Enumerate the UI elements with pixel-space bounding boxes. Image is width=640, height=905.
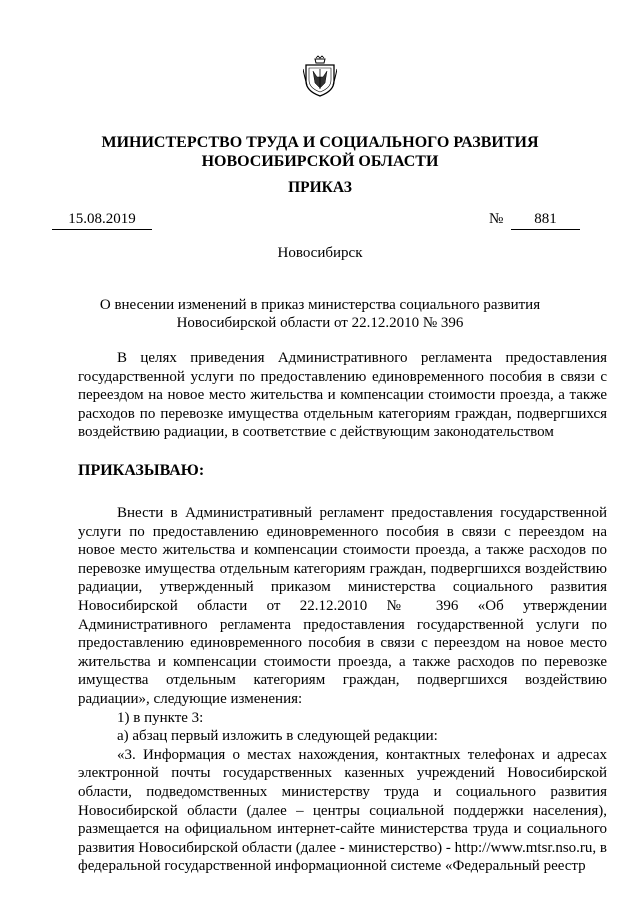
body-paragraph-4: «3. Информация о местах нахождения, контактных телефонах и адресах электронной почты государственных казенных учреждений Новосибирской области, подведомственных министерству труда и социального развития Новосибирской области (далее – центры социальной поддержки населения), размещается на официальном интернет-сайте министерства труда и социального развития Новосибирской области (далее - министерство) - http://www.mtsr.nso.ru, в федеральной государственной информационной системе «Федеральный реестр <box>78 746 608 875</box>
order-subject-line-2: Новосибирской области от 22.12.2010 № 396 <box>176 315 464 331</box>
city-name: Новосибирск <box>277 245 363 261</box>
ministry-name <box>60 133 580 171</box>
number-sign: № <box>489 211 504 227</box>
ministry-name-line-2: НОВОСИБИРСКОЙ ОБЛАСТИ <box>201 153 439 170</box>
order-subject-line-1: О внесении изменений в приказ министерства социального развития <box>99 297 541 313</box>
order-body <box>78 504 607 876</box>
ministry-name-line-1: МИНИСТЕРСТВО ТРУДА И СОЦИАЛЬНОГО РАЗВИТИЯ <box>101 134 539 151</box>
order-title: ПРИКАЗ <box>288 179 352 196</box>
order-number: 881 <box>511 210 580 230</box>
order-subject <box>70 296 570 332</box>
coat-of-arms-icon <box>303 55 337 97</box>
body-paragraph-1: Внести в Административный регламент предоставления государственной услуги по предоставлению единовременного пособия в связи с переездом на новое место жительства и компенсации стоимости проезда, а также расходов по перевозке имущества отдельным категориям граждан, подвергшихся воздействию радиации, утвержденный приказом министерства социального развития Новосибирской области от 22.12.2010 № 396 «Об утверждении Административного регламента предоставления государственной услуги по предоставлению единовременного пособия в связи с переездом на новое место жительства и компенсации стоимости проезда, а также расходов по перевозке имущества отдельным категориям граждан, подвергшихся воздействию радиации», следующие изменения: <box>78 505 607 707</box>
body-paragraph-2: 1) в пункте 3: <box>117 709 204 726</box>
order-directive-word: ПРИКАЗЫВАЮ: <box>78 462 205 479</box>
body-paragraph-3: а) абзац первый изложить в следующей редакции: <box>117 728 438 745</box>
order-date: 15.08.2019 <box>52 210 152 230</box>
preamble-paragraph: В целях приведения Административного регламента предоставления государственной услуги по предоставлению единовременного пособия в связи с переездом на новое место жительства и компенсации стоимости проезда, а также расходов по перевозке имущества отдельным категориям граждан, подвергшихся воздействию радиации, в соответствие с действующим законодательством <box>78 350 607 441</box>
